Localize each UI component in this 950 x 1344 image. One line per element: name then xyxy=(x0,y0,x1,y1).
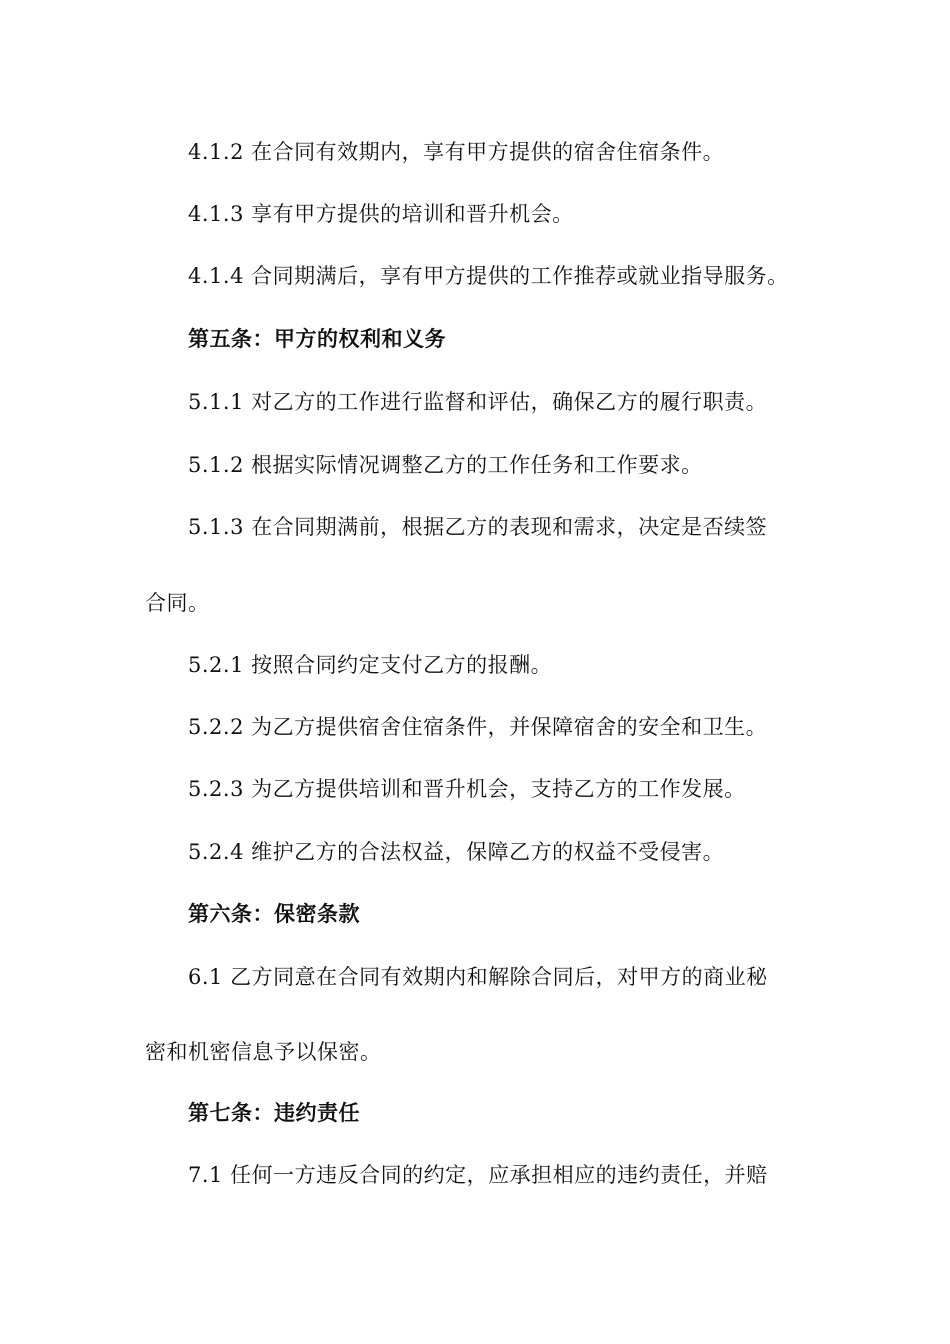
article-5-heading: 第五条：甲方的权利和义务 xyxy=(188,327,446,351)
clause-5-1-1: 5.1.1 对乙方的工作进行监督和评估，确保乙方的履行职责。 xyxy=(188,390,768,414)
clause-6-1: 6.1 乙方同意在合同有效期内和解除合同后，对甲方的商业秘 xyxy=(188,965,768,989)
clause-6-1-continuation: 密和机密信息予以保密。 xyxy=(145,1040,382,1064)
clause-5-2-2: 5.2.2 为乙方提供宿舍住宿条件，并保障宿舍的安全和卫生。 xyxy=(188,715,768,739)
clause-5-1-2: 5.1.2 根据实际情况调整乙方的工作任务和工作要求。 xyxy=(188,453,703,477)
clause-5-2-4: 5.2.4 维护乙方的合法权益，保障乙方的权益不受侵害。 xyxy=(188,840,725,864)
clause-4-1-4: 4.1.4 合同期满后，享有甲方提供的工作推荐或就业指导服务。 xyxy=(188,264,789,288)
clause-5-1-3-continuation: 合同。 xyxy=(145,591,210,615)
clause-5-2-1: 5.2.1 按照合同约定支付乙方的报酬。 xyxy=(188,653,553,677)
clause-7-1: 7.1 任何一方违反合同的约定，应承担相应的违约责任，并赔 xyxy=(188,1163,768,1187)
clause-4-1-2: 4.1.2 在合同有效期内，享有甲方提供的宿舍住宿条件。 xyxy=(188,140,725,164)
clause-5-1-3: 5.1.3 在合同期满前，根据乙方的表现和需求，决定是否续签 xyxy=(188,515,768,539)
clause-5-2-3: 5.2.3 为乙方提供培训和晋升机会，支持乙方的工作发展。 xyxy=(188,777,746,801)
article-7-heading: 第七条：违约责任 xyxy=(188,1101,360,1125)
article-6-heading: 第六条：保密条款 xyxy=(188,902,360,926)
clause-4-1-3: 4.1.3 享有甲方提供的培训和晋升机会。 xyxy=(188,202,574,226)
